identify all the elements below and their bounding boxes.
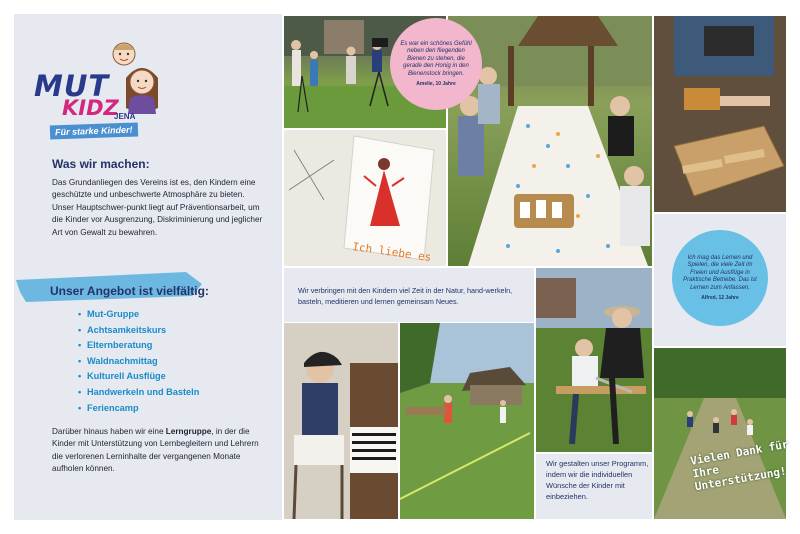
- photo-woodwork-drilling: [654, 16, 786, 212]
- photo-child-drawing: [284, 130, 446, 266]
- quote-text: Ich mag das Lernen und Spielen, die viele Zeit im Freien und Ausflüge in Praktische Betriebe. Das ist Lernen zum Anfassen.: [683, 254, 757, 291]
- photo-sawing-wood: [536, 268, 652, 452]
- thank-you-handwriting: Vielen Dank für Ihre Unterstützung!: [689, 437, 790, 494]
- mut-kidz-logo: [34, 36, 169, 136]
- learning-group-keyword: Lerngruppe: [165, 427, 212, 436]
- photo-child-drawing-illustration: [284, 130, 446, 266]
- photo-child-piano: [284, 323, 398, 519]
- photo-forest-path: [654, 348, 786, 519]
- quote-text: Es war ein schönes Gefühl neben den fliegenden Bienen zu stehen, die gerade den Honig in den Bienenstock bringen.: [400, 40, 472, 77]
- section-heading-what-we-do: Was wir machen:: [52, 157, 150, 171]
- offer-item: • Waldnachmittag: [78, 354, 199, 370]
- caption-panel-nature: [284, 268, 534, 322]
- section-heading-offer: Unser Angebot ist vielfältig:: [50, 284, 209, 298]
- photo-forest-path-illustration: [654, 348, 786, 519]
- photo-piano-illustration: [284, 323, 398, 519]
- left-text-panel: [14, 14, 282, 520]
- offer-item: • Elternberatung: [78, 338, 199, 354]
- logo-word-kidz: KIDZ: [62, 96, 119, 120]
- drawing-handwriting: Ich liebe es: [351, 240, 433, 265]
- quote-bubble-amelie: [390, 18, 482, 110]
- photo-woodwork-illustration: [654, 16, 786, 212]
- learning-group-text-before: Darüber hinaus haben wir eine: [52, 427, 166, 436]
- intro-paragraph: Das Grundanliegen des Vereins ist es, den Kindern eine geschützte und unbeschwerte Atmosphäre zu bieten. Unser Hauptschwer-punkt liegt auf Präventionsarbeit, um die Kinder vor Ausgrenzung, Diskriminierung und jeglicher Art von Gewalt zu bewahren.: [52, 178, 263, 237]
- quote-bubble-alfred: [672, 230, 768, 326]
- photo-sawing-illustration: [536, 268, 652, 452]
- logo-word-mut: MUT: [34, 69, 110, 103]
- offer-item: • Feriencamp: [78, 401, 199, 417]
- learning-group-text-after: , in der die Kinder mit Unterstützung von Lernbegleitern und Lehrern die verlorenen Lerninhalte der vergangenen Monate aufholen können.: [52, 427, 259, 474]
- photo-slackline-garden: [400, 323, 534, 519]
- caption-nature: Wir verbringen mit den Kindern viel Zeit in der Natur, hand-werkeln, basteln, meditieren und lernen gemeinsam Neues.: [298, 286, 513, 306]
- logo-tagline: Für starke Kinder!: [50, 122, 138, 139]
- quote-author: Alfred, 12 Jahre: [701, 295, 739, 302]
- offer-item: • Handwerkeln und Basteln: [78, 385, 199, 401]
- photo-garden-illustration: [400, 323, 534, 519]
- caption-program: Wir gestalten unser Programm, indem wir die individuellen Wünsche der Kinder mit einbeziehen.: [546, 459, 649, 501]
- learning-group-paragraph: [52, 426, 266, 476]
- quote-author: Amelie, 10 Jahre: [416, 81, 456, 88]
- offer-list: [78, 307, 199, 416]
- offer-item: • Achtsamkeitskurs: [78, 323, 199, 339]
- offer-item: • Kulturell Ausflüge: [78, 369, 199, 385]
- caption-panel-program: [536, 454, 652, 519]
- brochure-spread: [14, 14, 790, 520]
- offer-item: • Mut-Gruppe: [78, 307, 199, 323]
- logo-city: JENA: [114, 112, 136, 121]
